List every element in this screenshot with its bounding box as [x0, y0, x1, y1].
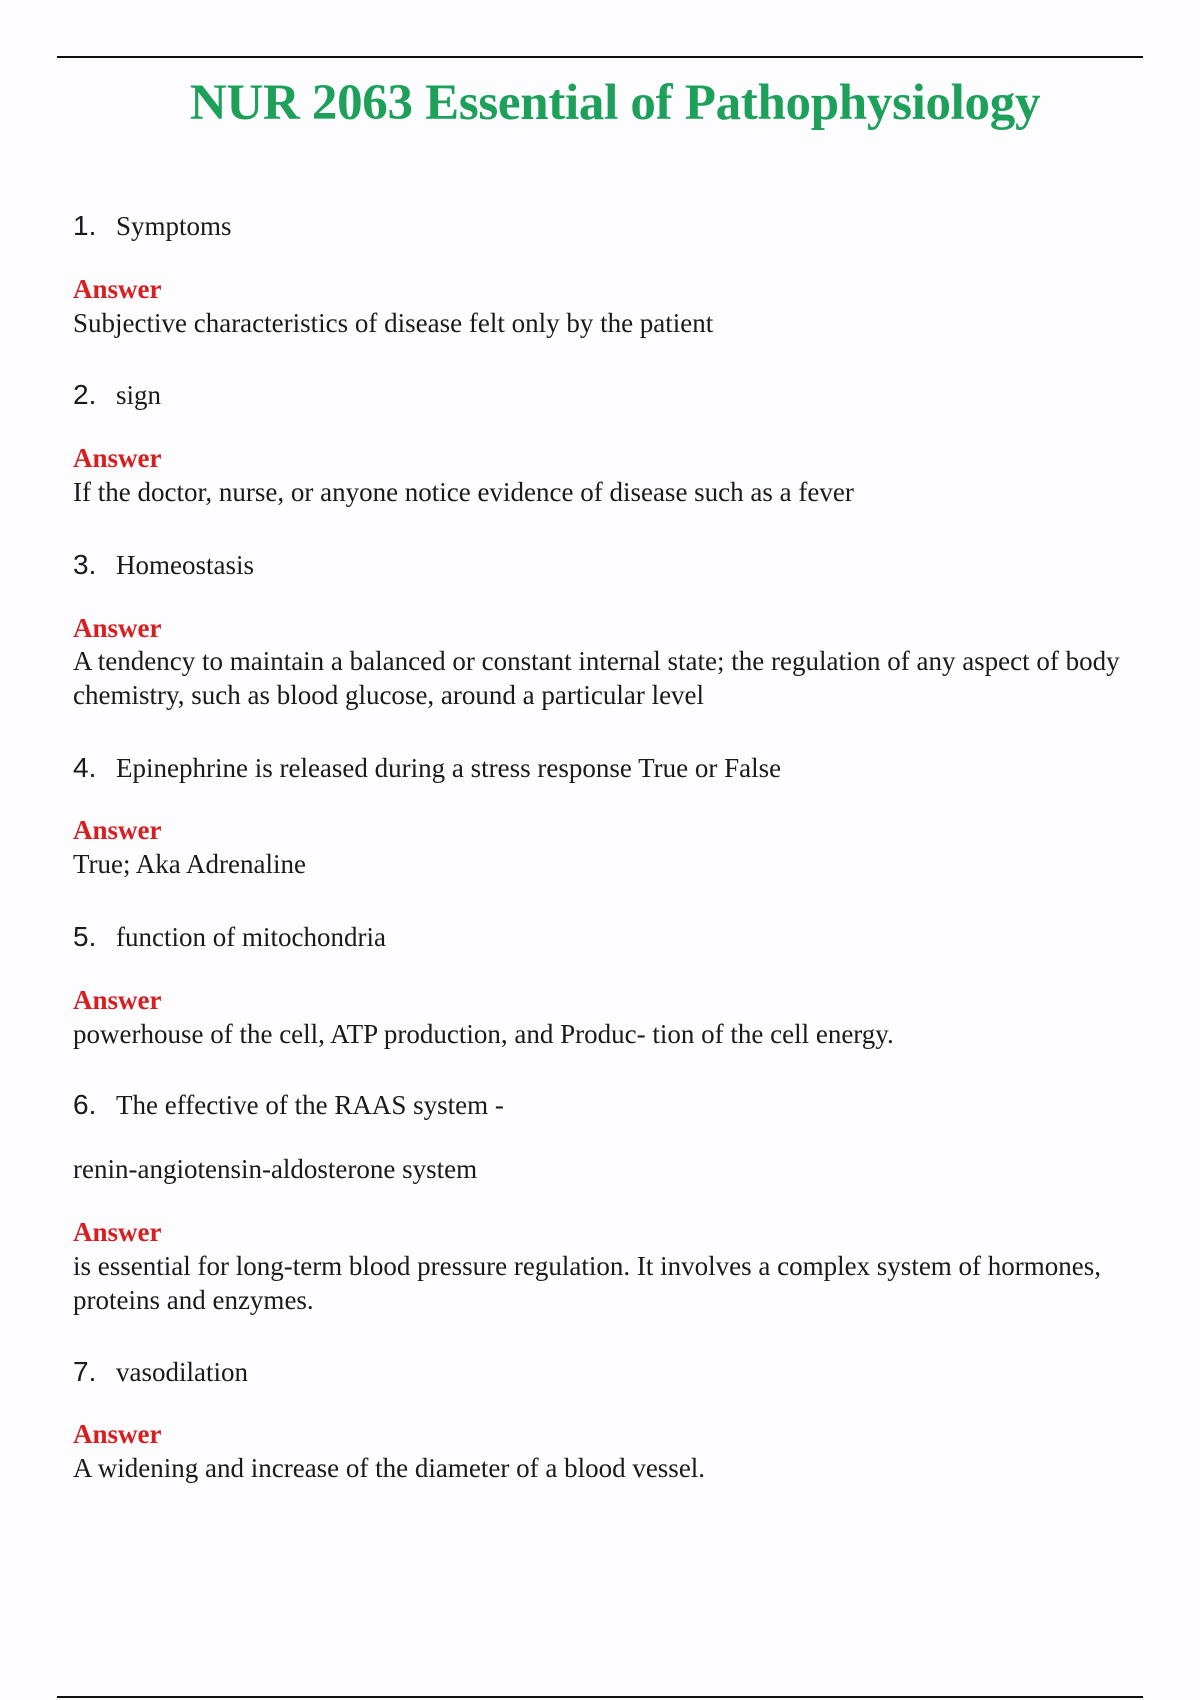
question-number: 2. — [73, 379, 97, 410]
answer-text-5: powerhouse of the cell, ATP production, and Produc- tion of the cell energy. — [73, 1019, 894, 1049]
page-title: NUR 2063 Essential of Pathophysiology — [189, 75, 1041, 131]
answer-text-4: True; Aka Adrenaline — [73, 849, 306, 879]
answer-text-3: A tendency to maintain a balanced or constant internal state; the regulation of any aspect of body chemistry, such as blood glucose, around a particular level — [73, 646, 1120, 710]
answer-text-1: Subjective characteristics of disease felt only by the patient — [73, 308, 714, 338]
question-6 — [73, 1089, 504, 1121]
question-text: sign — [116, 380, 162, 410]
answer-label-1: Answer — [73, 274, 162, 304]
question-1 — [73, 210, 232, 242]
question-text: Epinephrine is released during a stress response True or False — [116, 753, 782, 783]
answer-label-5: Answer — [73, 985, 162, 1015]
answer-label-3: Answer — [73, 613, 162, 643]
question-number: 1. — [73, 210, 97, 241]
question-4 — [73, 752, 781, 784]
answer-text-2: If the doctor, nurse, or anyone notice evidence of disease such as a fever — [73, 477, 854, 507]
question-number: 5. — [73, 921, 97, 952]
answer-text-7: A widening and increase of the diameter of a blood vessel. — [73, 1453, 706, 1483]
question-number: 4. — [73, 752, 97, 783]
bottom-rule — [57, 1696, 1143, 1698]
answer-label-4: Answer — [73, 815, 162, 845]
question-5 — [73, 921, 386, 953]
answer-label-2: Answer — [73, 443, 162, 473]
question-2 — [73, 379, 161, 411]
question-text: Symptoms — [116, 211, 232, 241]
question-text: vasodilation — [116, 1357, 248, 1387]
answer-text-6: is essential for long-term blood pressure regulation. It involves a complex system of hormones, proteins and enzymes. — [73, 1251, 1102, 1315]
question-text: The effective of the RAAS system - — [116, 1090, 504, 1120]
top-rule — [57, 56, 1143, 58]
answer-label-6: Answer — [73, 1217, 162, 1247]
answer-label-7: Answer — [73, 1419, 162, 1449]
question-3 — [73, 549, 254, 581]
question-7 — [73, 1356, 248, 1388]
question-6-continuation: renin-angiotensin-aldosterone system — [73, 1154, 478, 1184]
question-number: 6. — [73, 1089, 97, 1120]
question-number: 7. — [73, 1356, 97, 1387]
question-text: function of mitochondria — [116, 922, 386, 952]
question-text: Homeostasis — [116, 550, 254, 580]
question-number: 3. — [73, 549, 97, 580]
